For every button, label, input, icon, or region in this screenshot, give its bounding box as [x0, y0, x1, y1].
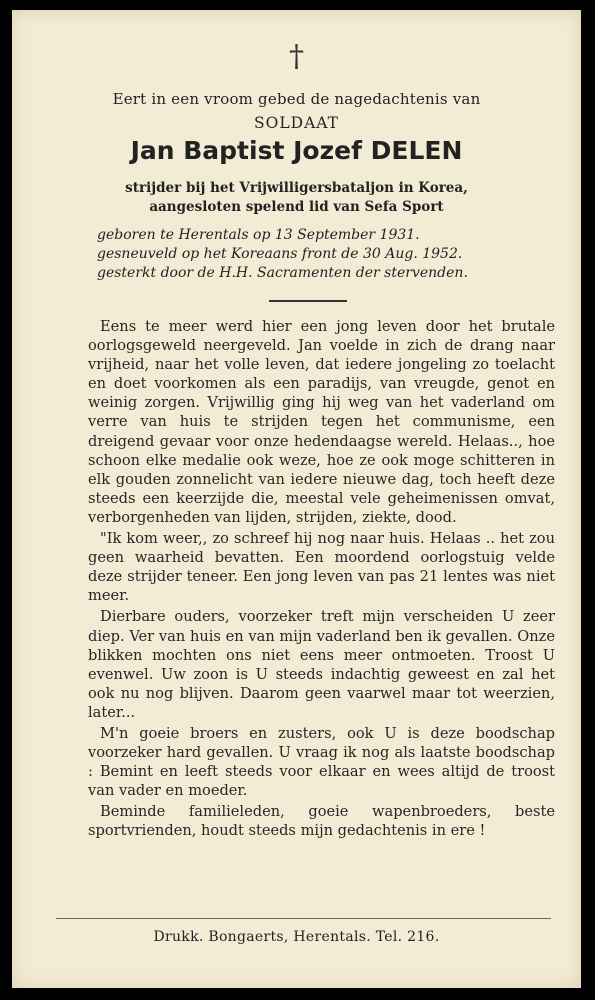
deceased-name: Jan Baptist Jozef DELEN [130, 136, 463, 165]
paragraph: "Ik kom weer,, zo schreef hij nog naar huis. Helaas .. het zou geen waarheid bevatten. Een moordend oorlogstuig velde deze strijder teneer. Een jong leven van pas 21 lentes was niet meer. [88, 530, 555, 605]
death-line: gesneuveld op het Koreaans front de 30 Aug. 1952. [97, 246, 463, 262]
birth-line: geboren te Herentals op 13 September 1931. [97, 227, 420, 243]
footer-divider [56, 918, 551, 919]
paragraph: Beminde familieleden, goeie wapenbroeders, beste sportvrienden, houdt steeds mijn gedachtenis in ere ! [88, 803, 555, 840]
memorial-card [12, 10, 581, 988]
subtitle-club: aangesloten spelend lid van Sefa Sport [149, 199, 444, 215]
sacraments-line: gesterkt door de H.H. Sacramenten der stervenden. [97, 265, 468, 281]
printer-line: Drukk. Bongaerts, Herentals. Tel. 216. [153, 929, 440, 945]
intro-line: Eert in een vroom gebed de nagedachtenis van [112, 90, 481, 108]
paragraph: Dierbare ouders, voorzeker treft mijn verscheiden U zeer diep. Ver van huis en van mijn vaderland ben ik gevallen. Onze blikken mochten ons niet eens meer ontmoeten. Troost U evenwel. Uw zoon is U steeds indachtig geweest en zal het ook nu nog blijven. Daarom geen vaarwel maar tot weerzien, later... [88, 608, 555, 721]
rank: SOLDAAT [254, 114, 339, 132]
divider [269, 300, 347, 302]
cross-icon: † [289, 39, 304, 74]
memorial-text [88, 317, 555, 841]
subtitle-battalion: strijder bij het Vrijwilligersbataljon in Korea, [125, 180, 468, 196]
paragraph: M'n goeie broers en zusters, ook U is deze boodschap voorzeker hard gevallen. U vraag ik nog als laatste boodschap : Bemint en leeft steeds voor elkaar en wees altijd de troost van vader en moeder. [88, 724, 555, 800]
paragraph: Eens te meer werd hier een jong leven door het brutale oorlogsgeweld neergeveld. Jan voelde in zich de drang naar vrijheid, naar het volle leven, dat iedere jongeling zo toelacht en doet voorkomen als een paradijs, van vreugde, genot en weinig zorgen. Vrijwillig ging hij weg van het vaderland om verre van huis te strijden tegen het communisme, een dreigend gevaar voor onze hedendaagse wereld. Helaas.., hoe schoon elke medalie ook weze, hoe ze ook moge schitteren in elk gouden zonnelicht van iedere nieuwe dag, toch heeft deze steeds een keerzijde die, meestal vele geheimenissen omvat, verborgenheden van lijden, strijden, ziekte, dood. [88, 318, 555, 526]
